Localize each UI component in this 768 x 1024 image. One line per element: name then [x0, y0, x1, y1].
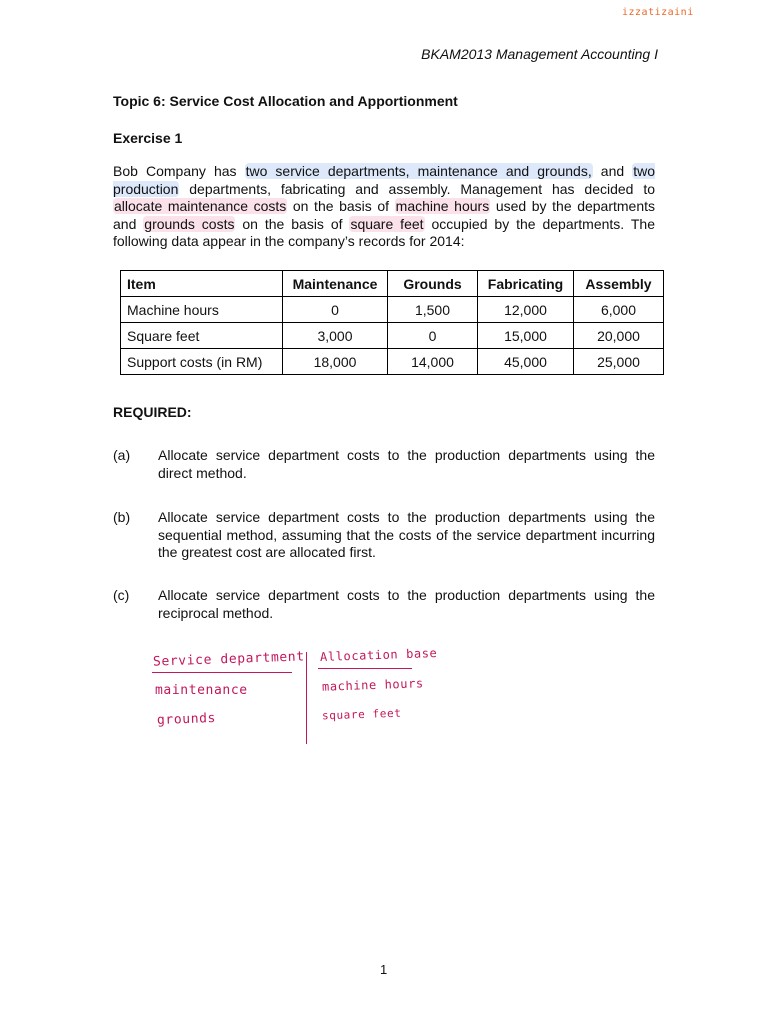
column-header: Fabricating — [478, 271, 574, 297]
table-cell: 6,000 — [574, 297, 664, 323]
table-cell: 45,000 — [478, 349, 574, 375]
paragraph-text: and — [592, 163, 633, 179]
handwritten-col2-header: Allocation base — [319, 645, 438, 665]
table-cell: 0 — [283, 297, 388, 323]
table-row — [121, 323, 664, 349]
question-label: (c) — [113, 587, 130, 603]
table-cell: Machine hours — [121, 297, 283, 323]
table-cell: Square feet — [121, 323, 283, 349]
handwritten-base: machine hours — [321, 676, 424, 694]
table-row — [121, 297, 664, 323]
highlight-square-feet: square feet — [350, 215, 424, 232]
exercise-heading: Exercise 1 — [113, 130, 183, 146]
highlight-production: two production — [113, 163, 655, 197]
column-header: Grounds — [388, 271, 478, 297]
handwritten-dept: maintenance — [155, 683, 248, 698]
paragraph-text: Bob Company has — [113, 163, 245, 179]
handwritten-underline — [318, 668, 412, 669]
required-heading: REQUIRED: — [113, 404, 192, 420]
table-cell: 12,000 — [478, 297, 574, 323]
paragraph-text: departments, fabricating and assembly. Management has decided to — [179, 180, 655, 197]
highlight-service-departments: two service departments, maintenance and grounds, — [245, 163, 592, 179]
highlight-grounds-costs: grounds costs — [144, 215, 235, 232]
exercise-paragraph — [113, 163, 655, 251]
column-header: Item — [121, 271, 283, 297]
table-cell: 20,000 — [574, 323, 664, 349]
paragraph-text: used by the departments and — [113, 198, 656, 232]
table-cell: 25,000 — [574, 349, 664, 375]
question-text: Allocate service department costs to the production departments using the reciprocal method. — [158, 587, 655, 621]
question-text: Allocate service department costs to the production departments using the direct method. — [158, 447, 655, 481]
page-number: 1 — [380, 962, 388, 977]
handwritten-underline — [152, 672, 292, 673]
highlight-maintenance-costs: allocate maintenance costs — [114, 198, 287, 215]
handwritten-dept: grounds — [156, 710, 217, 729]
paragraph-text: on the basis of — [235, 215, 350, 232]
table-cell: 18,000 — [283, 349, 388, 375]
handwritten-base: square feet — [321, 706, 402, 723]
paragraph-text: occupied by the departments. The following data appear in the company’s records for 2014: — [113, 215, 655, 250]
table-cell: 1,500 — [388, 297, 478, 323]
column-header: Assembly — [574, 271, 664, 297]
question-text: Allocate service department costs to the production departments using the sequential method, assuming that the costs of the service department incurring the greatest cost are allocated first. — [158, 509, 655, 561]
table-cell: Support costs (in RM) — [121, 349, 283, 375]
question-label: (a) — [113, 447, 131, 463]
highlight-machine-hours: machine hours — [395, 198, 490, 215]
table-header-row — [121, 271, 664, 297]
course-header: BKAM2013 Management Accounting I — [421, 46, 658, 62]
data-table — [120, 270, 664, 375]
table-cell: 3,000 — [283, 323, 388, 349]
topic-title: Topic 6: Service Cost Allocation and Apportionment — [113, 93, 458, 109]
column-header: Maintenance — [283, 271, 388, 297]
table-row — [121, 349, 664, 375]
table-cell: 0 — [388, 323, 478, 349]
table-cell: 15,000 — [478, 323, 574, 349]
question-label: (b) — [113, 509, 131, 525]
table-cell: 14,000 — [388, 349, 478, 375]
watermark: izzatizaini — [622, 7, 694, 18]
paragraph-text: on the basis of — [287, 198, 395, 215]
handwritten-divider — [306, 652, 307, 744]
handwritten-col1-header: Service department — [152, 649, 305, 670]
